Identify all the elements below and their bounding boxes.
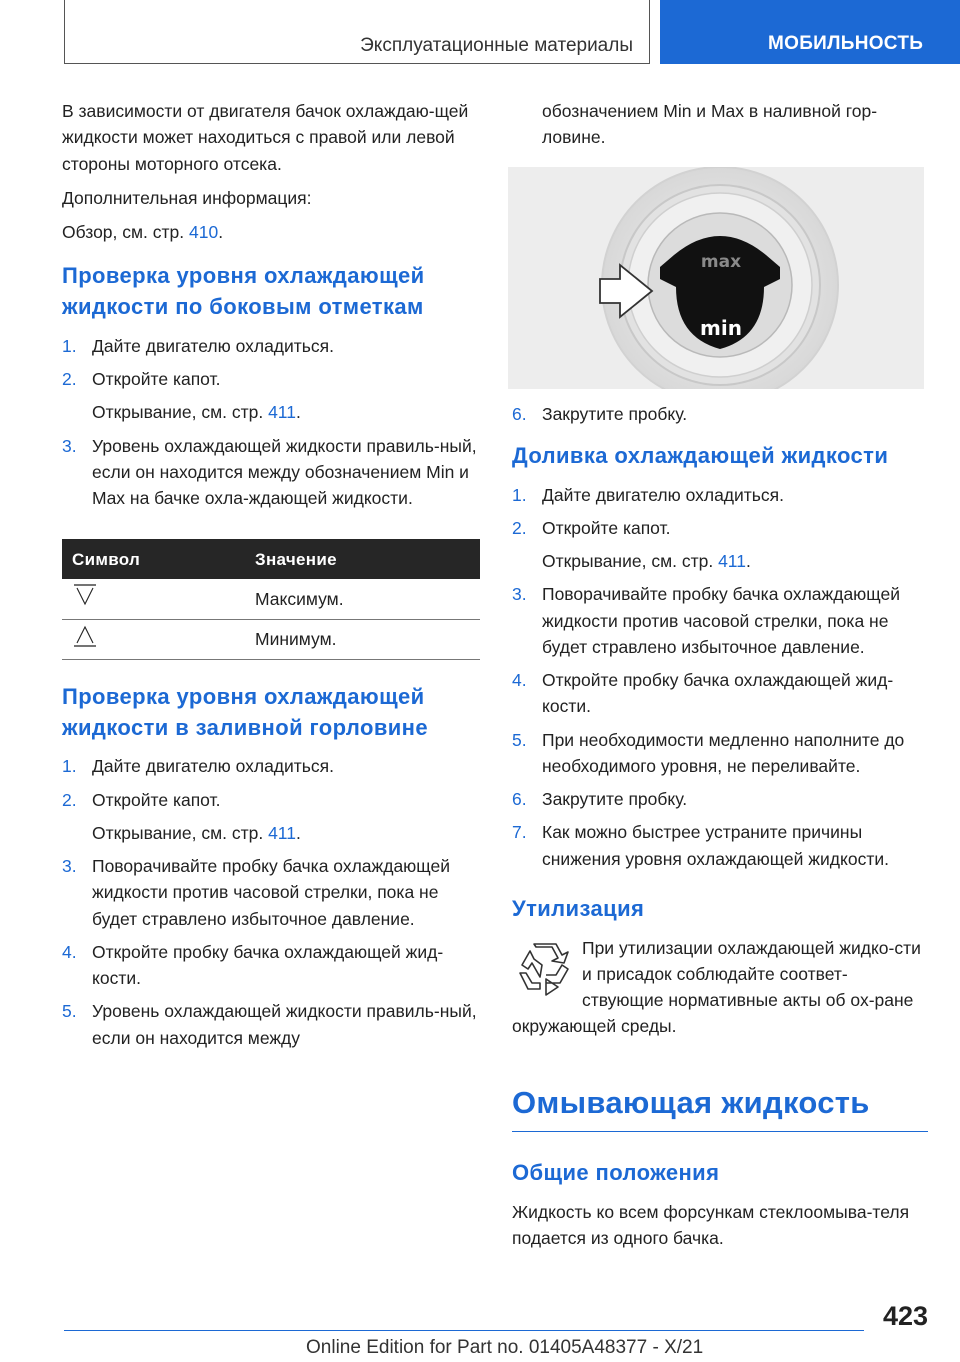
- opening-reference: Открывание, см. стр. 411.: [542, 551, 751, 572]
- table-cell-value: Максимум.: [245, 579, 480, 619]
- min-mark-icon: [72, 623, 98, 649]
- photo-min-label: min: [700, 315, 742, 340]
- additional-info-label: Дополнительная информация:: [62, 187, 312, 208]
- list-item: 4. Откройте пробку бачка охлаждающей жид-кости.: [512, 670, 894, 717]
- list-item: 6. Закрутите пробку.: [512, 403, 688, 424]
- section-heading-disposal: Утилизация: [512, 895, 645, 921]
- general-text: Жидкость ко всем форсункам стеклоомыва-теля подается из одного бачка.: [512, 1201, 910, 1248]
- photo-max-label: max: [700, 251, 742, 272]
- coolant-cap-illustration: [508, 167, 924, 389]
- section-heading-general: Общие положения: [512, 1159, 720, 1185]
- section-heading-topping-up: Доливка охлаждающей жидкости: [512, 442, 889, 468]
- list-item: 2. Откройте капот. Открывание, см. стр. 411.: [62, 366, 480, 426]
- footer-edition: Online Edition for Part no. 01405A48377 - X/21: [306, 1337, 704, 1358]
- header-section-tab: [64, 0, 650, 64]
- overview-reference: Обзор, см. стр. 410.: [62, 222, 224, 242]
- list-item: 3. Уровень охлаждающей жидкости правиль-ный, если он находится между обозначением Min и Max на бачке охла-ждающей жидкости.: [62, 435, 477, 509]
- symbol-table: [62, 539, 480, 660]
- steps-topping-up: [512, 482, 928, 872]
- list-item: 3. Поворачивайте пробку бачка охлаждающей жидкости против часовой стрелки, пока не будет стравлено избыточное давление.: [62, 856, 451, 929]
- disposal-text: При утилизации охлаждающей жидко-сти и присадок соблюдайте соответ-ствующие нормативные акты об ох-ране окружающей среды.: [512, 937, 921, 1037]
- opening-reference: Открывание, см. стр. 411.: [92, 822, 301, 843]
- left-column: [62, 98, 480, 1058]
- list-item: 5. Уровень охлаждающей жидкости правиль-ный, если он находится между: [62, 1001, 477, 1048]
- disposal-note: [512, 935, 928, 1040]
- opening-reference: Открывание, см. стр. 411.: [92, 402, 301, 423]
- right-column: [512, 98, 928, 1251]
- header-chapter-title: МОБИЛЬНОСТЬ: [768, 33, 924, 54]
- list-item: 5. При необходимости медленно наполните до необходимого уровня, не переливайте.: [512, 729, 905, 776]
- steps-side-marks: [62, 333, 480, 512]
- section-heading-filler-neck: Проверка уровня охлаждающей жидкости в заливной горловине: [62, 683, 429, 740]
- list-item: 7. Как можно быстрее устраните причины снижения уровня охлаждающей жидкости.: [512, 822, 889, 869]
- page-number: 423: [882, 1301, 928, 1331]
- list-item: 3. Поворачивайте пробку бачка охлаждающей жидкости против часовой стрелки, пока не будет стравлено избыточное давление.: [512, 584, 901, 657]
- list-item: 2. Откройте капот. Открывание, см. стр. 411.: [62, 787, 480, 847]
- intro-paragraph: В зависимости от двигателя бачок охлаждаю-щей жидкости может находиться с правой или левой стороны моторного отсека.: [62, 101, 469, 174]
- page-link-410[interactable]: 410: [189, 222, 219, 242]
- list-item: 1. Дайте двигателю охладиться.: [62, 756, 335, 777]
- page-link-411[interactable]: 411: [268, 402, 296, 423]
- table-header-meaning: Значение: [245, 539, 480, 579]
- footer-divider: [64, 1330, 864, 1331]
- list-item: 6. Закрутите пробку.: [512, 789, 688, 810]
- steps-filler-neck: [62, 753, 480, 1051]
- chapter-heading-washer-fluid: Омывающая жидкость: [512, 1084, 928, 1132]
- table-cell-value: Минимум.: [245, 619, 480, 659]
- list-item: 2. Откройте капот. Открывание, см. стр. 411.: [512, 515, 928, 575]
- steps-close-cap: [512, 401, 928, 427]
- table-header-symbol: Символ: [62, 539, 245, 579]
- page-link-411[interactable]: 411: [268, 822, 296, 843]
- header-section-title: Эксплуатационные материалы: [360, 35, 633, 56]
- table-row: [62, 619, 480, 659]
- section-heading-side-marks: Проверка уровня охлаждающей жидкости по боковым отметкам: [62, 263, 425, 320]
- continuation-text: обозначением Min и Max в наливной гор-ловине.: [542, 101, 878, 148]
- list-item: 1. Дайте двигателю охладиться.: [62, 335, 335, 356]
- recycle-icon: [512, 939, 576, 1003]
- page-link-411[interactable]: 411: [718, 551, 746, 572]
- table-row: [62, 579, 480, 619]
- list-item: 1. Дайте двигателю охладиться.: [512, 484, 785, 505]
- list-item: 4. Откройте пробку бачка охлаждающей жид-кости.: [62, 941, 444, 989]
- coolant-cap-photo: [508, 167, 924, 389]
- header-chapter-tab: [660, 0, 960, 64]
- max-mark-icon: [72, 582, 98, 608]
